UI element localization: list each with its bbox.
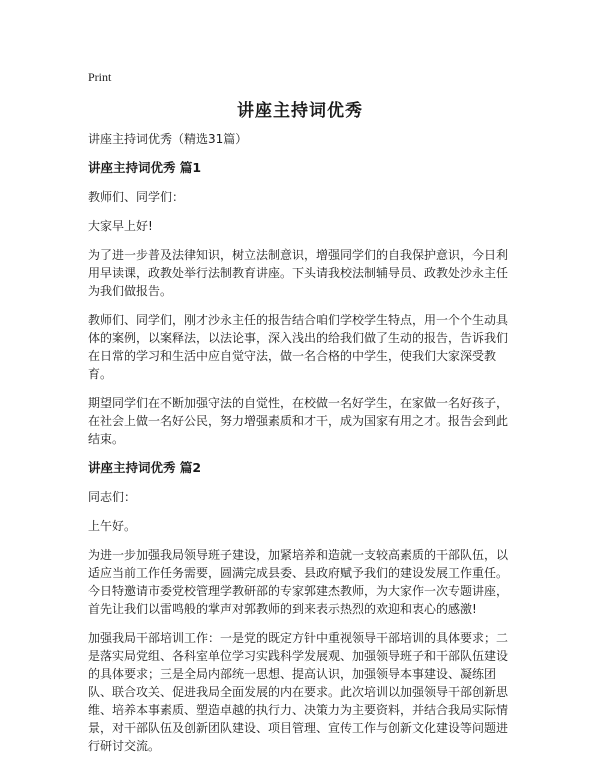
section-paragraph: 为了进一步普及法律知识，树立法制意识，增强同学们的自我保护意识，今日利用早读课，政教处举行法制教育讲座。下头请我校法制辅导员、政教处沙永主任为我们做报告。 [88,248,509,298]
section-paragraph: 为进一步加强我局领导班子建设，加紧培养和造就一支较高素质的干部队伍，以适应当前工作任务需要，圆满完成县委、县政府赋予我们的建设发展工作重任。今日特邀请市委党校管理学教研部的专家郭建杰教师，为大家作一次专题讲座，首先让我们以雷鸣般的掌声对郭教师的到来表示热烈的欢迎和衷心的感激! [88,548,509,616]
document-body [88,130,516,766]
section-paragraph: 教师们、同学们： [88,190,185,204]
document-subtitle: 讲座主持词优秀（精选31篇） [88,132,248,146]
section-paragraph: 同志们： [88,490,137,504]
section-paragraph: 教师们、同学们，刚才沙永主任的报告结合咱们学校学生特点，用一个个生动具体的案例，以案释法，以法论事，深入浅出的给我们做了生动的报告，告诉我们在日常的学习和生活中应自觉守法，做一名合格的中学生，使我们大家深受教育。 [88,313,509,381]
document-title: 讲座主持词优秀 [237,101,363,121]
section-heading: 讲座主持词优秀 篇2 [88,460,202,475]
print-link[interactable]: Print [88,70,112,84]
section-paragraph: 大家早上好! [88,219,153,233]
section-paragraph: 上午好。 [88,519,137,533]
section-paragraph: 期望同学们在不断加强守法的自觉性，在校做一名好学生，在家做一名好孩子，在社会上做一名好公民，努力增强素质和才干，成为国家有用之才。报告会到此结束。 [88,396,509,446]
section-paragraph: 加强我局干部培训工作：一是党的既定方针中重视领导干部培训的具体要求；二是落实局党组、各科室单位学习实践科学发展观、加强领导班子和干部队伍建设的具体要求；三是全局内部统一思想、提高认识，加强领导本事建设、凝练团队、联合攻关、促进我局全面发展的内在要求。此次培训以加强领导干部创新思维、培养本事素质、塑造卓越的执行力、决策力为主要资料，并结合我局实际情景，对干部队伍及创新团队建设、项目管理、宣传工作与创新文化建设等问题进行研讨交流。 [88,631,509,753]
section-heading: 讲座主持词优秀 篇1 [88,160,202,175]
